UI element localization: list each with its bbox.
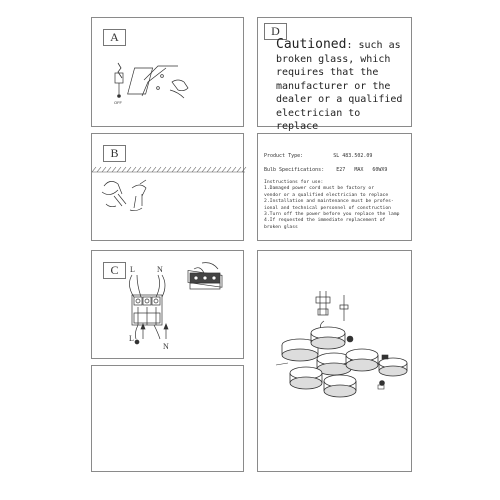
panel-d-caution bbox=[257, 17, 412, 132]
pliers-icon-left bbox=[102, 181, 126, 206]
step-letter-a: A bbox=[103, 29, 126, 46]
instructions-list bbox=[264, 180, 409, 231]
bulb-spec-row: Bulb Specifications: E27 MAX 60WX9 bbox=[264, 167, 388, 173]
instruction-line: 2.Installation and maintenance must be profes- bbox=[264, 199, 394, 205]
instruction-line: 3.Turn off the power before you replace the lamp bbox=[264, 212, 400, 218]
caution-text: Cautioned: such as broken glass, which requires that the manufacturer or the dealer or a qualified electrician to replace bbox=[276, 37, 403, 132]
instruction-line: broken glass bbox=[264, 224, 298, 230]
off-label: OFF bbox=[114, 100, 122, 105]
instructions-title: Instructions for use: bbox=[264, 180, 324, 185]
panel-blank bbox=[91, 365, 244, 472]
pliers-icon-right bbox=[130, 180, 146, 211]
wire-cutting-illustration bbox=[92, 134, 245, 242]
wire-label-n-top: N bbox=[157, 265, 163, 274]
wire-label-l-top: L bbox=[130, 265, 135, 274]
terminal-closeup-icon bbox=[188, 263, 222, 289]
input-wires bbox=[129, 275, 165, 297]
ceiling-bracket-icon bbox=[128, 66, 188, 98]
terminal-block-icon bbox=[132, 295, 162, 325]
panel-lamp-assembly bbox=[257, 250, 412, 472]
panel-c-wiring bbox=[91, 250, 244, 359]
step-letter-c: C bbox=[103, 262, 126, 279]
product-type-row: Product Type: SL 483.502.09 bbox=[264, 153, 373, 159]
lamp-shades bbox=[282, 327, 407, 397]
panel-b-wire-cutting bbox=[91, 133, 244, 241]
step-letter-b: B bbox=[103, 145, 126, 162]
mounting-hardware-icon bbox=[316, 291, 348, 332]
power-switch-icon bbox=[114, 63, 123, 105]
instruction-line: vendor or a qualified electrician to replace bbox=[264, 192, 389, 198]
caution-word: Cautioned bbox=[276, 37, 347, 52]
wire-label-n-bottom: N bbox=[163, 342, 169, 351]
panel-a-power-off bbox=[91, 17, 244, 127]
panel-specifications bbox=[257, 133, 412, 241]
wire-label-l-bottom: L bbox=[129, 334, 134, 343]
step-letter-d: D bbox=[264, 23, 287, 40]
instruction-line: ional and technical personnel of construction bbox=[264, 205, 391, 211]
instruction-line: 1.Damaged power cord must be factory or bbox=[264, 186, 375, 192]
instruction-line: 4.If requested the immediate replacement of bbox=[264, 218, 386, 224]
wiring-illustration bbox=[92, 251, 245, 360]
power-off-illustration bbox=[92, 18, 245, 128]
output-wires bbox=[135, 325, 160, 344]
lamp-assembly-illustration bbox=[258, 251, 413, 473]
ceiling-hatch bbox=[92, 167, 246, 172]
